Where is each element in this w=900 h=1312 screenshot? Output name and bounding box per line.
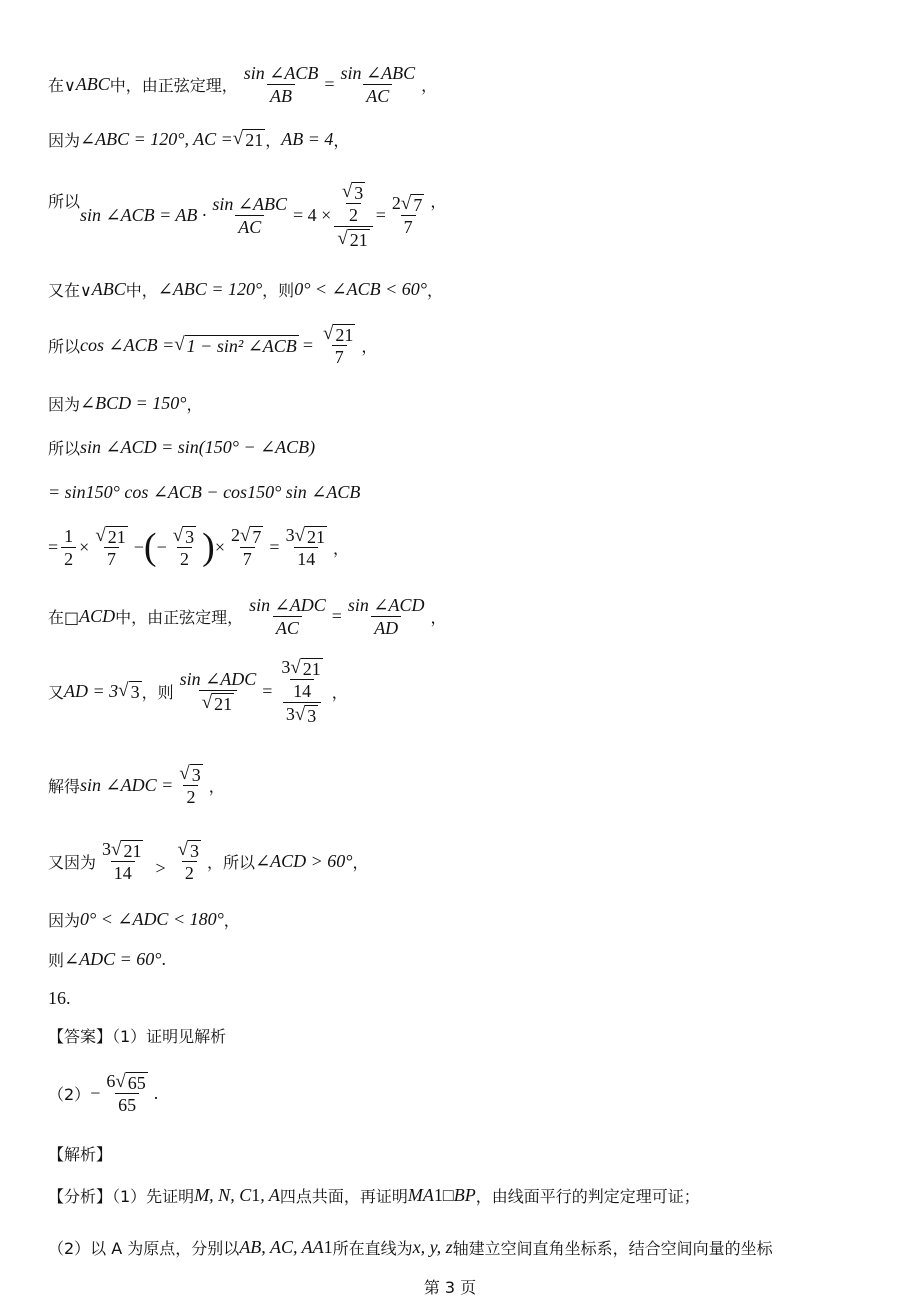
numerator — [176, 762, 205, 785]
numerator — [103, 1070, 150, 1093]
fraction — [278, 656, 325, 702]
minus: − — [156, 536, 167, 557]
line-15 — [48, 948, 166, 971]
fraction — [170, 524, 199, 570]
sqrt: √ 21 — [294, 525, 325, 547]
numerator: sin ∠ABC — [340, 63, 416, 83]
analysis-line-1 — [48, 1184, 700, 1207]
text: ， — [223, 911, 240, 930]
right-paren: ) — [202, 526, 215, 568]
line-1 — [48, 62, 437, 107]
sqrt: √ 3 — [118, 679, 140, 702]
line-14 — [48, 908, 240, 931]
line-2 — [48, 128, 349, 151]
text: 中，由正弦定理， — [109, 76, 238, 95]
fraction — [241, 62, 322, 107]
radicand: 21 — [123, 841, 142, 861]
numerator — [99, 838, 146, 861]
text: 在∨ — [48, 76, 76, 95]
numerator — [278, 656, 325, 679]
text: ， — [430, 191, 447, 211]
math-text: sin ∠ACD = sin(150° − ∠ACB) — [80, 437, 316, 457]
coefficient: 2 — [230, 525, 240, 545]
text: 又 — [48, 682, 65, 702]
denominator: 2 — [61, 547, 76, 570]
denominator: AC — [363, 84, 392, 107]
numerator — [336, 180, 371, 226]
text: ， — [361, 336, 378, 356]
math-text: sin ∠ADC = — [80, 774, 174, 795]
radicand: 7 — [252, 527, 262, 547]
numerator — [275, 656, 328, 702]
numerator — [389, 192, 427, 215]
equals: = — [324, 74, 335, 94]
text: . — [161, 949, 166, 969]
denominator: 2 — [346, 203, 361, 226]
text: ，则 — [141, 682, 174, 702]
denominator: 2 — [177, 547, 192, 570]
fraction — [92, 524, 130, 570]
denominator: AB — [267, 84, 295, 107]
fraction — [337, 62, 418, 107]
sqrt: √ 3 — [177, 839, 200, 861]
text: ， — [265, 131, 282, 150]
math-text: ABC — [75, 74, 110, 94]
numerator: sin ∠ACD — [347, 595, 425, 615]
numerator — [320, 322, 358, 345]
answer-heading — [48, 1024, 226, 1047]
analysis-line-2 — [48, 1236, 773, 1259]
fraction — [177, 668, 260, 714]
numerator: sin ∠ACB — [243, 63, 319, 83]
fraction — [283, 524, 330, 570]
text: ， — [426, 281, 443, 300]
coefficient: 3 — [285, 704, 295, 724]
line-3 — [48, 180, 446, 250]
text: 在□ — [48, 608, 80, 627]
fraction — [389, 192, 427, 238]
line-4 — [48, 278, 443, 301]
line-6 — [48, 392, 202, 415]
math-text: ∠BCD = 150° — [80, 393, 187, 413]
sqrt: √ 21 — [290, 657, 321, 679]
text: 中， — [125, 281, 158, 300]
numerator: sin ∠ADC — [179, 669, 257, 689]
radicand: 21 — [349, 230, 368, 250]
numerator — [283, 524, 330, 547]
line-12 — [48, 762, 225, 808]
radicand: 3 — [354, 183, 364, 203]
text: 因为 — [48, 131, 81, 150]
text: 因为 — [48, 911, 81, 930]
radicand: 3 — [191, 765, 201, 785]
numerator — [339, 180, 368, 203]
denominator: AC — [235, 215, 264, 238]
greater-than: > — [155, 857, 166, 878]
numerator — [170, 524, 199, 547]
text: 【分析】（1）先证明 — [48, 1187, 195, 1206]
equals: = — [48, 536, 59, 557]
sqrt: √ 3 — [294, 704, 317, 726]
text: 解得 — [48, 776, 81, 796]
text: ， — [352, 852, 369, 872]
text: 所以 — [48, 336, 81, 356]
coefficient: 3 — [281, 657, 291, 677]
sqrt: √ 7 — [239, 525, 262, 547]
denominator — [199, 690, 237, 714]
text: 轴建立空间直角坐标系，结合空间向量的坐标 — [452, 1239, 773, 1258]
sqrt: √ 21 — [201, 692, 233, 714]
sqrt: √ 65 — [115, 1071, 146, 1093]
sqrt: √ 3 — [341, 181, 364, 203]
math-text: , A — [260, 1185, 280, 1205]
text: （2） — [48, 1084, 91, 1104]
text: . — [153, 1082, 159, 1103]
text: ， — [333, 131, 350, 150]
text: 所在直线为 — [332, 1239, 413, 1258]
radicand: 3 — [185, 527, 195, 547]
equals: = — [302, 334, 313, 355]
denominator: 65 — [115, 1093, 139, 1116]
radicand: 3 — [130, 681, 140, 702]
sqrt: √ 7 — [400, 193, 423, 215]
math-text: 0° < ∠ADC < 180° — [80, 909, 224, 929]
text: 因为 — [48, 395, 81, 414]
coefficient: 3 — [285, 525, 295, 545]
equals: = — [331, 606, 342, 626]
fraction — [99, 838, 146, 884]
math-text: AB = 4 — [281, 129, 334, 149]
text: 中，由正弦定理， — [115, 608, 244, 627]
math-text: ∠ADC = 60° — [64, 949, 162, 969]
line-10 — [48, 594, 447, 639]
compound-fraction — [275, 656, 328, 726]
text: 16. — [48, 988, 71, 1008]
fraction — [339, 180, 368, 226]
text: 所以 — [48, 439, 81, 458]
sqrt: √ 1 − sin² ∠ACB — [174, 333, 297, 356]
coefficient: 6 — [106, 1071, 116, 1091]
sqrt: √ 3 — [179, 763, 201, 785]
numerator — [92, 524, 130, 547]
math-text: x, y, z — [412, 1237, 453, 1257]
radicand: 7 — [413, 195, 423, 215]
text: ， — [331, 682, 348, 702]
parallel-symbol: □ — [442, 1185, 454, 1205]
denominator: 7 — [332, 345, 347, 368]
subscript: 1 — [433, 1185, 443, 1205]
math-text: = sin150° cos ∠ACB − cos150° sin ∠ACB — [48, 482, 361, 502]
radicand: 21 — [302, 659, 321, 679]
sqrt: √ 21 — [337, 228, 368, 250]
fraction — [345, 594, 428, 639]
fraction — [246, 594, 329, 639]
math-text: 0° < ∠ACB < 60° — [294, 279, 427, 299]
text: 四点共面，再证明 — [279, 1187, 408, 1206]
denominator: 14 — [294, 547, 318, 570]
math-text: cos ∠ACB = — [80, 334, 175, 355]
sqrt: √ 21 — [111, 839, 142, 861]
subscript: 1 — [323, 1237, 333, 1257]
math-text: ABC — [91, 279, 126, 299]
text: 所以 — [48, 191, 81, 211]
sqrt: √ 21 — [95, 525, 126, 547]
denominator: 7 — [240, 547, 255, 570]
line-11 — [48, 656, 348, 726]
text: ，则 — [262, 281, 295, 300]
math-text: = 4 × — [293, 204, 332, 225]
text: ， — [421, 76, 438, 95]
times: × — [79, 536, 90, 557]
math-text: M, N, C — [194, 1185, 252, 1205]
compound-fraction — [334, 180, 372, 250]
radicand: 21 — [214, 694, 233, 714]
minus: − — [133, 536, 144, 557]
analysis-heading — [48, 1142, 112, 1165]
math-text: AD = 3 — [64, 680, 119, 701]
times: × — [214, 536, 225, 557]
equals: = — [375, 204, 386, 225]
line-5 — [48, 322, 377, 368]
text: ， — [208, 776, 225, 796]
text: 则 — [48, 951, 65, 970]
numerator: sin ∠ADC — [249, 595, 326, 615]
math-text: AB, AC, AA — [239, 1237, 324, 1257]
page-number: 第 3 页 — [423, 1278, 477, 1297]
text: ， — [430, 608, 447, 627]
answer-part-2 — [48, 1070, 158, 1116]
text: 【答案】（1）证明见解析 — [48, 1027, 227, 1046]
fraction — [320, 322, 358, 368]
radicand: 21 — [335, 325, 354, 345]
math-text: BP — [453, 1185, 476, 1205]
equals: = — [262, 680, 273, 701]
denominator: 14 — [111, 861, 135, 884]
radicand: 65 — [127, 1073, 146, 1093]
radicand: 3 — [307, 706, 317, 726]
coefficient: 3 — [102, 839, 112, 859]
fraction — [61, 525, 76, 570]
sqrt: √ 21 — [232, 128, 264, 150]
numerator — [228, 524, 266, 547]
radicand: 1 − sin² ∠ACB — [186, 335, 297, 356]
line-7 — [48, 436, 315, 459]
denominator: 2 — [182, 861, 197, 884]
math-text: MA — [407, 1185, 434, 1205]
math-text: ACD — [79, 606, 116, 626]
denominator: AC — [273, 616, 302, 639]
math-text: sin ∠ACB = AB · — [80, 204, 207, 225]
text: 【解析】 — [48, 1145, 113, 1164]
numerator: sin ∠ABC — [212, 193, 288, 214]
left-paren: ( — [143, 526, 157, 568]
line-8 — [48, 482, 360, 503]
subscript: 1 — [251, 1185, 261, 1205]
minus: − — [90, 1082, 101, 1103]
question-number — [48, 988, 71, 1009]
line-13 — [48, 838, 369, 884]
sqrt: √ 3 — [172, 525, 195, 547]
sqrt: √ 21 — [322, 323, 354, 345]
math-text: ∠ACD > 60° — [255, 850, 353, 871]
radicand: 21 — [107, 527, 126, 547]
text: （2）以 A 为原点，分别以 — [48, 1239, 240, 1258]
text: ， — [333, 538, 350, 558]
fraction — [228, 524, 266, 570]
radicand: 21 — [245, 130, 264, 150]
coefficient: 2 — [391, 193, 401, 213]
denominator — [334, 226, 372, 250]
line-9 — [48, 524, 349, 570]
radicand: 3 — [190, 841, 200, 861]
denominator: 2 — [183, 785, 198, 808]
denominator: 14 — [290, 679, 314, 702]
numerator — [175, 838, 204, 861]
text: 又因为 — [48, 852, 97, 872]
radicand: 21 — [307, 527, 325, 547]
equals: = — [269, 536, 280, 557]
math-text: ∠ABC = 120° — [157, 279, 263, 299]
denominator — [283, 702, 321, 726]
denominator: 7 — [401, 215, 416, 238]
denominator: AD — [371, 616, 401, 639]
numerator: 1 — [64, 525, 74, 546]
denominator: 7 — [104, 547, 119, 570]
fraction — [176, 762, 205, 808]
text: ，由线面平行的判定定理可证； — [475, 1187, 700, 1206]
text: 又在∨ — [48, 281, 92, 300]
text: ，所以 — [207, 852, 256, 872]
math-text: ∠ABC = 120°, AC = — [80, 129, 233, 149]
fraction — [103, 1070, 150, 1116]
fraction — [209, 193, 290, 238]
text: ， — [186, 395, 203, 414]
fraction — [175, 838, 204, 884]
